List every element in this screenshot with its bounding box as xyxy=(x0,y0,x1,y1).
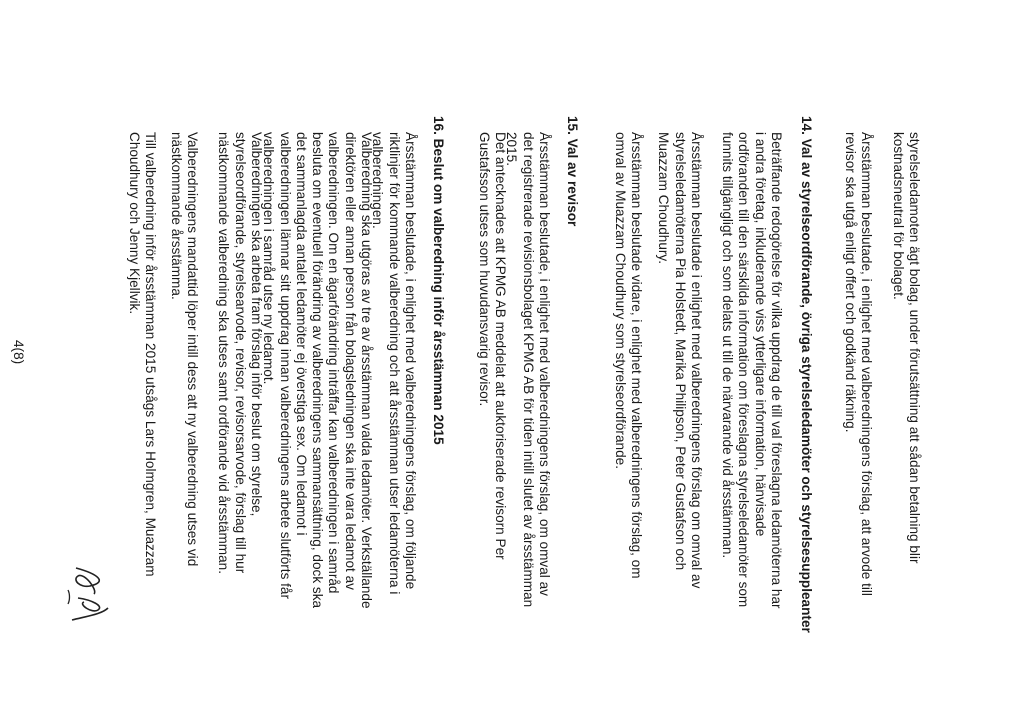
section-15-paragraph-2: Det antecknades att KPMG AB meddelat att auktoriserade revisorn Per Gustafsson utses som huvudansvarig revisor. xyxy=(476,132,508,560)
section-16-heading: 16. Beslut om valberedning inför årsstämman 2015 xyxy=(431,116,446,445)
section-16-paragraph-1: Årsstämman beslutade, i enlighet med valberedningens förslag, om följande riktlinjer för kommande valberedning och att årsstämman utser ledamöterna i valberedningen. xyxy=(370,132,418,595)
intro-paragraph-2: Årsstämman beslutade, i enlighet med valberedningens förslag, att arvode till revisor ska utgå enligt offert och godkänd räkning. xyxy=(842,132,874,596)
section-15-heading: 15. Val av revisor xyxy=(565,116,580,227)
page-number: 4(8) xyxy=(11,340,26,365)
section-16-paragraph-2: Valberedning ska utgöras av tre av årsstämman valda ledamöter. Verkställande direktören eller annan person från bolagsledningen ska inte vara ledamot av valberedningen. Om en ägarförändring inträffar kan valberedningen i samråd besluta om eventuell förändring av valberedningens sammansättning, dock ska det sammanlagda antalet ledamöter ej överstiga sex. Om ledamot i valberedningen lämnar sitt uppdrag innan valberedningens arbete slutförts får valberedningen i samråd utse ny ledamot. xyxy=(261,132,374,609)
section-15-paragraph-1: Årsstämman beslutade, i enlighet med valberedningens förslag, om omval av det registrerade revisionsbolaget KPMG AB för tiden intill slutet av årsstämman 2015. xyxy=(504,132,552,608)
section-14-paragraph-2: Årsstämman beslutade i enlighet med valberedningens förslag om omval av styrelseledamöterna Pia Holstedt, Marika Philipson, Peter Gustafson och Muazzam Choudhury. xyxy=(656,132,704,589)
section-16-paragraph-5: Till valberedning inför årsstämman 2015 utsågs Lars Holmgren, Muazzam Choudhury och Jenny Kjellvik. xyxy=(126,132,158,577)
handwritten-initials-icon xyxy=(58,560,128,630)
section-16-paragraph-4: Valberedningens mandattid löper intill dess att ny valberedning utses vid nästkommande årsstämma. xyxy=(168,132,200,567)
section-14-paragraph-1: Beträffande redogörelse för vilka uppdrag de till val föreslagna ledamöterna har i andra företag, inkluderande viss ytterligare information, hänvisade ordföranden till den särskilda information om föreslagna styrelseledamöter som funnits tillgängligt och som delats ut till de närvarande vid årsstämman. xyxy=(720,132,784,609)
section-16-paragraph-3: Valberedningen ska arbeta fram förslag inför beslut om styrelse, styrelseordförande, styrelsearvode, revisor, revisorsarvode, förslag till hur nästkommande valberedning ska utses samt ordförande vid årsstämman. xyxy=(216,132,264,575)
section-14-paragraph-3: Årsstämman beslutade vidare, i enlighet med valberedningens förslag, om omval av Muazzam Choudhury som styrelseordförande. xyxy=(612,132,644,579)
intro-paragraph-1: styrelseledamoten ägt bolag, under förutsättning att sådan betalning blir kostnadsneutral för bolaget. xyxy=(890,132,922,564)
section-14-heading: 14. Val av styrelseordförande, övriga styrelseledamöter och styrelsesuppleanter xyxy=(799,116,814,633)
